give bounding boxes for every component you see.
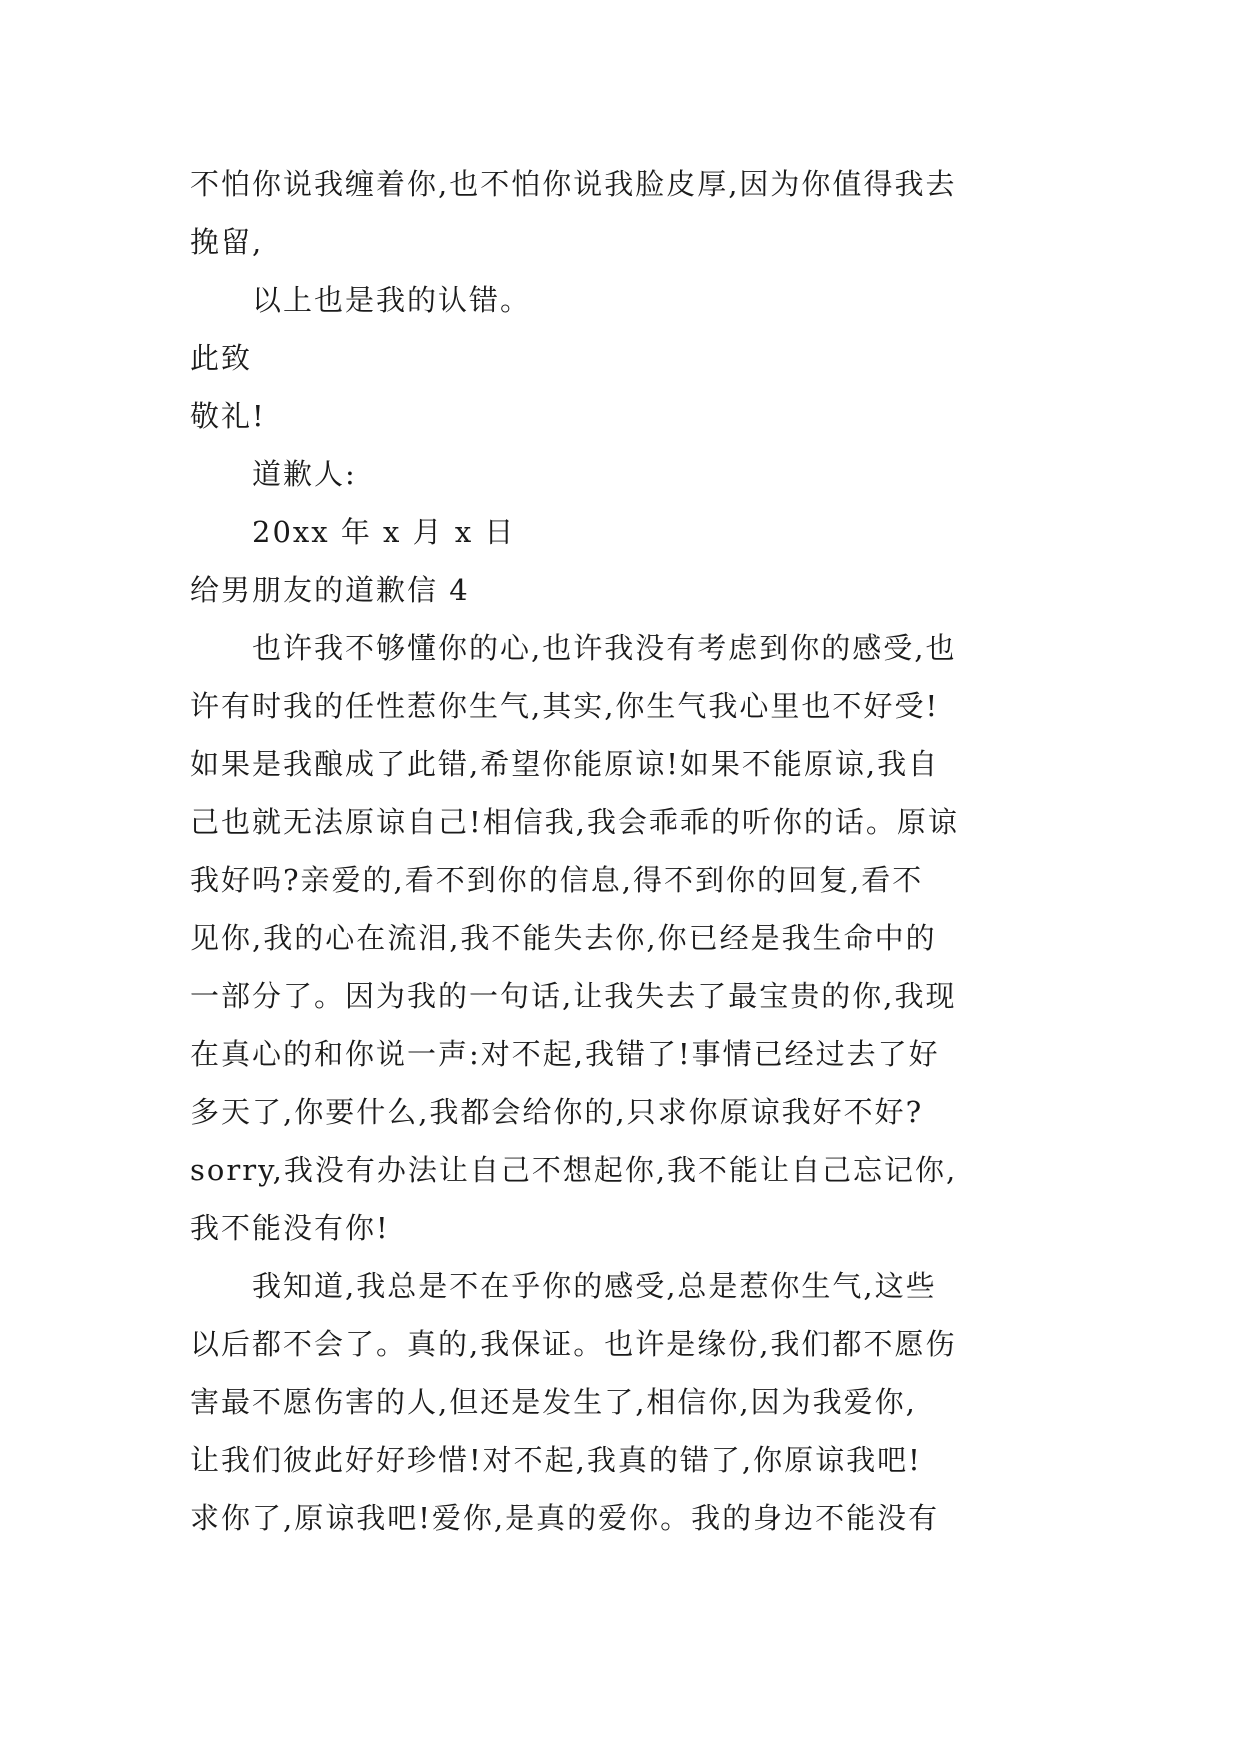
closing-statement: 以上也是我的认错。 [252,283,532,317]
paragraph-line: 一部分了。因为我的一句话,让我失去了最宝贵的你,我现 [190,979,957,1013]
paragraph-line: 多天了,你要什么,我都会给你的,只求你原谅我好不好? [190,1095,924,1129]
section-title: 给男朋友的道歉信 4 [190,573,470,607]
text-line: 不怕你说我缠着你,也不怕你说我脸皮厚,因为你值得我去 [190,167,957,201]
paragraph-line: 己也就无法原谅自己!相信我,我会乖乖的听你的话。原谅 [190,805,959,839]
text-line: 挽留, [190,225,264,259]
paragraph-line: 如果是我酿成了此错,希望你能原谅!如果不能原谅,我自 [190,747,940,781]
paragraph-line: 也许我不够懂你的心,也许我没有考虑到你的感受,也 [252,631,957,665]
paragraph-line: 害最不愿伤害的人,但还是发生了,相信你,因为我爱你, [190,1385,917,1419]
paragraph-line: 求你了,原谅我吧!爱你,是真的爱你。我的身边不能没有 [190,1501,940,1535]
paragraph-line: 我不能没有你! [190,1211,390,1245]
paragraph-line: 许有时我的任性惹你生气,其实,你生气我心里也不好受! [190,689,940,723]
paragraph-line: 我好吗?亲爱的,看不到你的信息,得不到你的回复,看不 [190,863,924,897]
salutation-line: 敬礼! [190,399,266,433]
paragraph-line: 见你,我的心在流泪,我不能失去你,你已经是我生命中的 [190,921,937,955]
paragraph-line: 在真心的和你说一声:对不起,我错了!事情已经过去了好 [190,1037,940,1071]
salutation-line: 此致 [190,341,253,375]
date-line: 20xx 年 x 月 x 日 [252,515,516,549]
paragraph-line: 我知道,我总是不在乎你的感受,总是惹你生气,这些 [252,1269,937,1303]
signature-label: 道歉人: [252,457,357,491]
paragraph-line: 以后都不会了。真的,我保证。也许是缘份,我们都不愿伤 [190,1327,957,1361]
paragraph-line: 让我们彼此好好珍惜!对不起,我真的错了,你原谅我吧! [190,1443,922,1477]
paragraph-line: sorry,我没有办法让自己不想起你,我不能让自己忘记你, [190,1153,958,1187]
